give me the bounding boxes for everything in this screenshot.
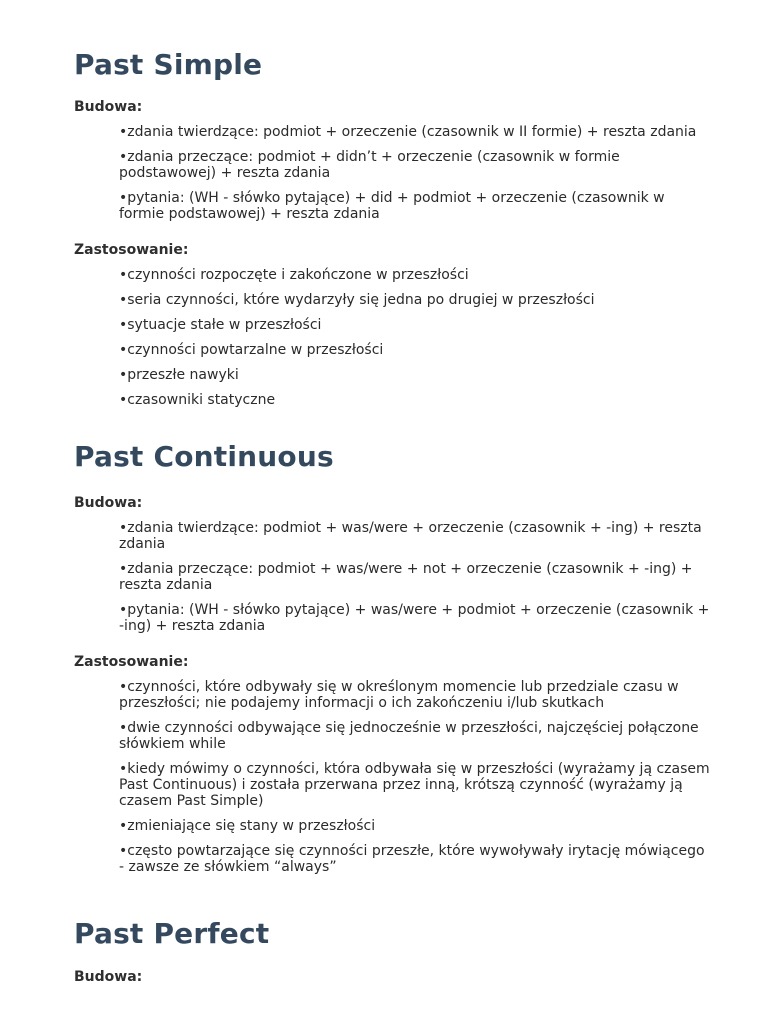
list-item: •sytuacje stałe w przeszłości [119, 317, 322, 333]
usage-heading: Zastosowanie: [74, 242, 189, 258]
list-item: •dwie czynności odbywające się jednocześnie w przeszłości, najczęściej połączone słówkiem while [119, 720, 699, 752]
list-item: •zdania twierdzące: podmiot + was/were + orzeczenie (czasownik + -ing) + reszta zdania [119, 520, 702, 552]
list-item: •seria czynności, które wydarzyły się jedna po drugiej w przeszłości [119, 292, 595, 308]
list-item: •czasowniki statyczne [119, 392, 276, 408]
section-past-simple [74, 48, 714, 417]
list-item: •zdania przeczące: podmiot + was/were + not + orzeczenie (czasownik + -ing) + reszta zdania [119, 561, 693, 593]
section-title: Past Continuous [74, 440, 334, 473]
list-item: •przeszłe nawyki [119, 367, 239, 383]
list-item: •czynności powtarzalne w przeszłości [119, 342, 384, 358]
section-past-continuous [74, 440, 714, 884]
list-item: •zdania twierdzące: podmiot + orzeczenie (czasownik w II formie) + reszta zdania [119, 124, 697, 140]
usage-heading: Zastosowanie: [74, 654, 189, 670]
structure-heading: Budowa: [74, 969, 143, 985]
usage-list [74, 679, 714, 875]
list-item: •czynności rozpoczęte i zakończone w przeszłości [119, 267, 469, 283]
list-item: •czynności, które odbywały się w określonym momencie lub przedziale czasu w przeszłości; nie podajemy informacji o ich zakończeniu i/lub skutkach [119, 679, 679, 711]
usage-list [74, 267, 714, 408]
list-item: •pytania: (WH - słówko pytające) + did + podmiot + orzeczenie (czasownik w formie podstawowej) + reszta zdania [119, 190, 665, 222]
section-title: Past Perfect [74, 917, 270, 950]
list-item: •kiedy mówimy o czynności, która odbywała się w przeszłości (wyrażamy ją czasem Past Continuous) i została przerwana przez inną, krótszą czynność (wyrażamy ją czasem Past Simple) [119, 761, 710, 809]
list-item: •często powtarzające się czynności przeszłe, które wywoływały irytację mówiącego - zawsze ze słówkiem “always” [119, 843, 705, 875]
structure-heading: Budowa: [74, 99, 143, 115]
list-item: •pytania: (WH - słówko pytające) + was/were + podmiot + orzeczenie (czasownik + -ing) + reszta zdania [119, 602, 710, 634]
structure-list [74, 520, 714, 634]
structure-heading: Budowa: [74, 495, 143, 511]
section-title: Past Simple [74, 48, 263, 81]
list-item: •zdania przeczące: podmiot + didn’t + orzeczenie (czasownik w formie podstawowej) + reszta zdania [119, 149, 620, 181]
section-past-perfect [74, 917, 714, 986]
list-item: •zmieniające się stany w przeszłości [119, 818, 376, 834]
structure-list [74, 124, 714, 222]
